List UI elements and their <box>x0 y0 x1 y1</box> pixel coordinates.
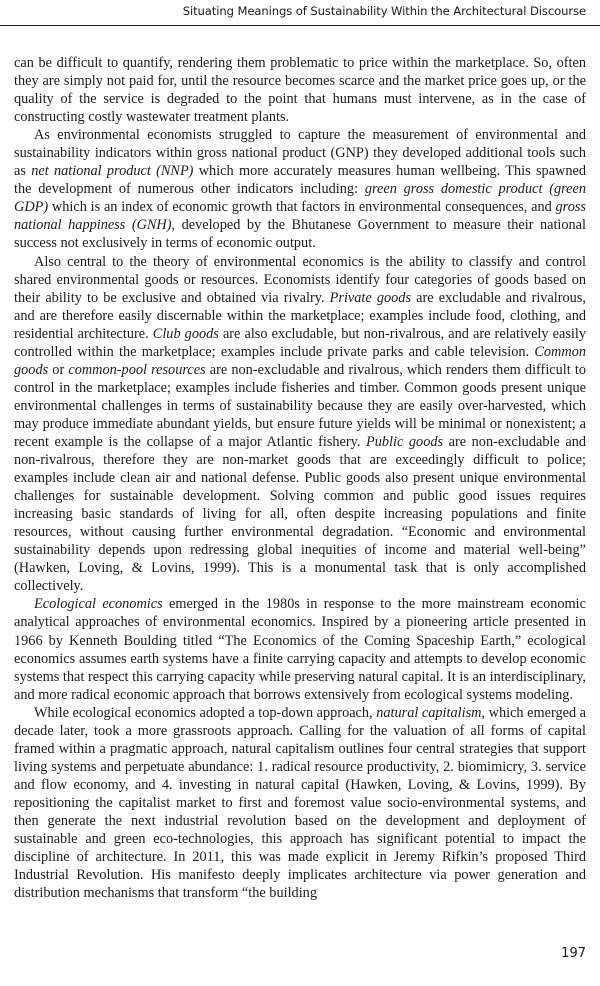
italic-term: natural capitalism <box>376 704 482 721</box>
italic-term: green gross domestic product (green GDP) <box>14 181 586 216</box>
paragraph-3 <box>14 253 586 596</box>
page-number: 197 <box>561 946 586 961</box>
text-run: emerged in the 1980s in response to the more mainstream economic analytical approaches of environmental economics. Inspired by a pioneering article presented in 1966 by Kenneth Boulding titled “The Economics of the Coming Spaceship Earth,” ecological economics assumes earth systems have a finite carrying capacity and attempts to develop economic systems that respect this carrying capacity while preserving natural capital. It is an interdisciplinary, and more radical economic approach that borrows extensively from ecological systems modeling. <box>14 596 586 703</box>
running-header-title: Situating Meanings of Sustainability Within the Architectural Discourse <box>182 4 586 18</box>
paragraph-4 <box>14 595 586 703</box>
text-run: are non-excludable and rivalrous, which renders them difficult to control in the marketplace; examples include fisheries and timber. Common goods present unique environmental challenges in terms of sustainability because they are easily over-harvested, which may produce immediate abundant yields, but ensure future yields will be minimal or nonexistent; a recent example is the collapse of a major Atlantic fishery. <box>14 361 586 450</box>
text-run: can be difficult to quantify, rendering them problematic to price within the marketplace. So, often they are simply not paid for, until the resource becomes scarce and the market price goes up, or the quality of the service is degraded to the point that humans must intervene, as in the case of constructing costly wastewater treatment plants. <box>14 55 586 126</box>
text-run: While ecological economics adopted a top-down approach, <box>34 704 377 721</box>
text-run: , developed by the Bhutanese Government to measure their national success not exclusively in terms of economic output. <box>14 217 587 252</box>
text-run: , which emerged a decade later, took a more grassroots approach. Calling for the valuation of all forms of capital framed within a pragmatic approach, natural capitalism outlines four central strategies that support living systems and perpetuate abundance: 1. radical resource productivity, 2. biomimicry, 3. service and flow economy, and 4. investing in natural capital (Hawken, Loving, & Lovins, 1999). By repositioning the capitalist market to first and foremost value socio-environmental systems, and then generate the next industrial revolution based on the development and deployment of sustainable and green eco-technologies, this approach has significant potential to impact the discipline of architecture. In 2011, this was made explicit in Jeremy Rifkin’s proposed Third Industrial Revolution. His manifesto deeply implicates architecture via power generation and distribution mechanisms that transform “the building <box>14 704 587 902</box>
text-run: are excludable and rivalrous, and are therefore easily discernable within the marketplace; examples include food, clothing, and residential architecture. <box>14 289 586 342</box>
text-run: As environmental economists struggled to capture the measurement of environmental and sustainability indicators within gross national product (GNP) they developed additional tools such as <box>14 127 586 180</box>
italic-term: Ecological economics <box>34 596 163 613</box>
text-run: Also central to the theory of environmental economics is the ability to classify and control shared environmental goods or resources. Economists identify four categories of goods based on their ability to be exclusive and obtained via rivalry. <box>14 253 586 306</box>
paragraph-5 <box>14 704 586 903</box>
text-run: or <box>48 361 69 378</box>
italic-term: Private goods <box>329 289 412 306</box>
text-run: which more accurately measures human wellbeing. This spawned the development of numerous other indicators including: <box>14 163 587 198</box>
italic-term: gross national happiness (GNH) <box>14 199 586 234</box>
text-run: are also excludable, but non-rivalrous, and are relatively easily controlled within the marketplace; examples include private parks and cable television. <box>14 325 586 360</box>
italic-term: common-pool resources <box>68 361 206 378</box>
paragraph-1 <box>14 54 586 126</box>
text-run: are non-excludable and non-rivalrous, therefore they are non-market goods that are exceedingly difficult to police; examples include clean air and national defense. Public goods also present unique environmental challenges for sustainable development. Solving common and public good issues requires increasing basic standards of living for all, often despite increasing populations and finite resources, without causing further environmental degradation. “Economic and environmental sustainability depends upon redressing global inequities of income and material well-being” (Hawken, Loving, & Lovins, 1999). This is a monumental task that is only accomplished collectively. <box>14 433 586 595</box>
italic-term: net national product (NNP) <box>31 163 194 180</box>
body-text <box>14 54 586 902</box>
paragraph-2 <box>14 126 586 252</box>
italic-term: Club goods <box>152 325 219 342</box>
text-run: which is an index of economic growth that factors in environmental consequences, and <box>48 199 556 216</box>
running-header <box>0 0 600 26</box>
italic-term: Common goods <box>14 343 586 378</box>
italic-term: Public goods <box>366 433 444 450</box>
